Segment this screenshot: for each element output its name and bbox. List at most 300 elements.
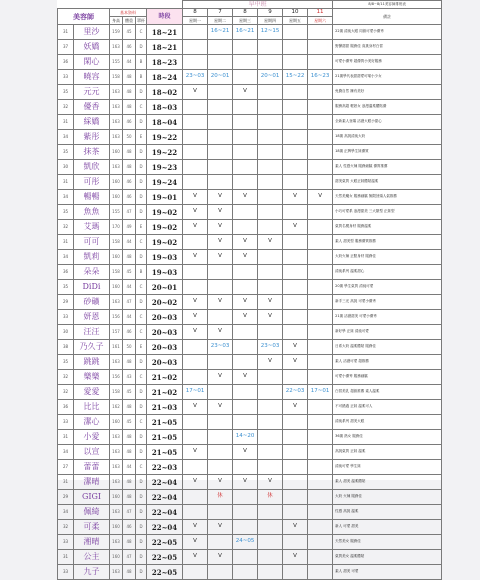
day-cell [308,400,333,415]
day-cell: V [183,325,208,340]
cup-cell: B [136,265,147,280]
time-slot: 19~23 [147,160,183,175]
day-cell [258,175,283,190]
cup-cell: D [136,205,147,220]
day-cell: V [233,250,258,265]
table-row [58,430,442,445]
day-cell: V [208,220,233,235]
table-row [58,535,442,550]
weight-cell: 47 [123,205,136,220]
day-cell [258,130,283,145]
cup-cell: D [136,430,147,445]
weekday-header: 星期三 [233,17,258,25]
stylist-name: 朵朵 [74,265,110,280]
row-number: 34 [58,505,74,520]
height-cell: 162 [110,400,123,415]
day-cell [183,55,208,70]
weight-cell: 48 [123,100,136,115]
note-cell: 18歲 高挑清純大奶 [333,130,442,145]
height-cell: 158 [110,385,123,400]
table-row [58,370,442,385]
day-cell [208,535,233,550]
time-slot: 22~05 [147,565,183,580]
stylist-name: 抹茶 [74,145,110,160]
day-cell [258,145,283,160]
day-cell [308,85,333,100]
table-row [58,310,442,325]
weight-cell: 48 [123,490,136,505]
table-row [58,340,442,355]
weight-cell: 48 [123,160,136,175]
day-cell [233,460,258,475]
height-cell: 160 [110,550,123,565]
time-slot: 21~02 [147,370,183,385]
day-cell [283,460,308,475]
stylist-name: 可彤 [74,175,110,190]
table-row [58,415,442,430]
day-cell: 休 [208,490,233,505]
height-cell: 156 [110,310,123,325]
note-header: 備註 [333,9,442,25]
note-cell: 性感 高挑 溫柔 [333,505,442,520]
weight-cell: 45 [123,25,136,40]
day-cell: V [283,190,308,205]
day-cell [208,385,233,400]
weight-cell: 46 [123,175,136,190]
day-cell [233,130,258,145]
note-cell: 新好學 正妹 清純可愛 [333,325,442,340]
day-cell [233,220,258,235]
day-cell [208,355,233,370]
day-cell [258,250,283,265]
day-cell [283,295,308,310]
height-cell: 160 [110,250,123,265]
note-cell: 不可錯過 正妹 溫柔可人 [333,400,442,415]
row-number: 38 [58,340,74,355]
day-cell: V [233,475,258,490]
day-cell [183,565,208,580]
time-slot: 19~02 [147,235,183,250]
height-cell: 155 [110,205,123,220]
stylist-name: 凱欣 [74,160,110,175]
day-cell: 23~03 [183,70,208,85]
day-cell [233,325,258,340]
cup-cell: D [136,355,147,370]
day-cell [308,370,333,385]
day-cell: V [183,250,208,265]
cup-cell: E [136,220,147,235]
day-cell [233,340,258,355]
table-row [58,70,442,85]
stylist-name: 暢暢 [74,190,110,205]
date-header: 10 [283,9,308,17]
stylist-name: 樂樂 [74,370,110,385]
note-cell: 高挑氣質 正妹 溫柔 [333,445,442,460]
note-cell: 可愛小優秀 服務細膩 [333,370,442,385]
stylist-name: 比比 [74,400,110,415]
day-cell [308,55,333,70]
day-cell [283,445,308,460]
weight-cell: 45 [123,415,136,430]
time-slot: 21~02 [147,385,183,400]
day-cell [308,130,333,145]
row-number: 33 [58,415,74,430]
day-cell [233,40,258,55]
day-cell: V [208,550,233,565]
day-cell [233,280,258,295]
day-cell [258,85,283,100]
cup-cell: D [136,400,147,415]
weight-cell: 48 [123,355,136,370]
day-cell [183,340,208,355]
row-number: 33 [58,535,74,550]
day-cell: V [183,520,208,535]
day-cell [258,220,283,235]
height-cell: 155 [110,55,123,70]
note-cell: 白皙美乳 超級推薦 素人溫柔 [333,385,442,400]
stylist-name: 潔晴 [74,475,110,490]
time-slot: 20~02 [147,295,183,310]
basic-info-header: 基本資料 [110,9,147,17]
day-cell [208,265,233,280]
note-cell: 可愛小優秀 超優質小美好服務 [333,55,442,70]
note-cell: 全新素人登場 活潑大眼小甜心 [333,115,442,130]
day-cell [258,115,283,130]
table-row [58,85,442,100]
day-cell: V [183,295,208,310]
day-cell [258,160,283,175]
note-cell: 21歲 活潑甜美 可愛小優秀 [333,310,442,325]
stylist-name: DiDi [74,280,110,295]
day-cell: V [208,325,233,340]
note-cell: 服務高超 輕熟女 浪漫溫柔體貼優 [333,100,442,115]
row-number: 31 [58,175,74,190]
day-cell [308,100,333,115]
row-number: 32 [58,100,74,115]
cup-cell: D [136,385,147,400]
time-slot: 21~05 [147,430,183,445]
day-cell [208,100,233,115]
table-row [58,205,442,220]
stylist-name: 紫彤 [74,130,110,145]
day-cell [283,115,308,130]
day-cell: V [308,190,333,205]
time-slot: 18~24 [147,70,183,85]
table-row [58,55,442,70]
day-cell [208,145,233,160]
day-cell [283,55,308,70]
cup-cell: D [136,520,147,535]
day-cell [233,385,258,400]
day-cell [233,520,258,535]
day-cell: 20~01 [258,70,283,85]
height-cell: 163 [110,475,123,490]
weight-cell: 46 [123,325,136,340]
day-cell [308,340,333,355]
day-cell [233,115,258,130]
day-cell: V [258,310,283,325]
cup-cell: D [136,40,147,55]
table-row [58,100,442,115]
cup-cell: D [136,175,147,190]
day-cell: V [183,190,208,205]
note-cell: 甜美氣質 大眼正妹體貼溫柔 [333,175,442,190]
day-cell [233,205,258,220]
stylist-name: 可可 [74,235,110,250]
day-cell [258,520,283,535]
day-cell [183,280,208,295]
day-cell [183,370,208,385]
weight-cell: 45 [123,265,136,280]
day-cell [233,145,258,160]
day-cell [258,550,283,565]
day-cell [233,490,258,505]
day-cell [283,325,308,340]
row-number: 33 [58,565,74,580]
row-number: 34 [58,445,74,460]
cup-cell: E [136,130,147,145]
time-slot: 22~04 [147,520,183,535]
day-cell [308,220,333,235]
weight-cell: 44 [123,280,136,295]
weight-cell: 48 [123,430,136,445]
day-cell [308,250,333,265]
row-number: 33 [58,70,74,85]
day-cell [183,265,208,280]
day-cell: V [208,295,233,310]
weekday-header: 星期二 [208,17,233,25]
day-cell [208,415,233,430]
height-cell: 163 [110,160,123,175]
day-cell: V [208,475,233,490]
day-cell [308,355,333,370]
day-cell [258,100,283,115]
day-cell [283,370,308,385]
day-cell [208,460,233,475]
day-cell [183,430,208,445]
height-cell: 161 [110,340,123,355]
note-cell: 天然美女 服務佳 [333,535,442,550]
schedule-table [57,0,442,580]
height-cell: 163 [110,430,123,445]
day-cell [258,505,283,520]
cup-cell: B [136,55,147,70]
day-cell [283,85,308,100]
day-cell: V [183,550,208,565]
time-slot: 21~05 [147,445,183,460]
day-cell: V [183,205,208,220]
day-cell [308,205,333,220]
row-number: 36 [58,400,74,415]
weight-cell: 46 [123,115,136,130]
height-cell: 160 [110,190,123,205]
date-header: 9 [258,9,283,17]
day-cell [308,520,333,535]
stylist-name: 元元 [74,85,110,100]
height-cell: 160 [110,175,123,190]
cup-cell: D [136,190,147,205]
height-cell: 159 [110,25,123,40]
day-cell: V [183,220,208,235]
cup-cell: C [136,100,147,115]
cup-cell: D [136,505,147,520]
weekday-header: 星期一 [183,17,208,25]
day-cell: V [233,370,258,385]
height-cell: 163 [110,295,123,310]
time-slot: 20~01 [147,280,183,295]
height-cell: 160 [110,520,123,535]
height-cell: 163 [110,355,123,370]
day-cell: V [233,295,258,310]
day-cell [258,40,283,55]
day-cell [233,70,258,85]
day-cell: 16~21 [233,25,258,40]
time-slot: 19~02 [147,220,183,235]
height-cell: 158 [110,265,123,280]
weight-cell: 46 [123,190,136,205]
height-cell: 163 [110,505,123,520]
day-cell [283,205,308,220]
day-cell: V [283,355,308,370]
row-number: 30 [58,325,74,340]
day-cell [283,265,308,280]
day-cell: V [183,445,208,460]
stylist-name: 以宣 [74,445,110,460]
day-cell [208,445,233,460]
weight-cell: 44 [123,235,136,250]
note-cell: 小巧可愛系 浪漫甜美 三大類型 正妹型 [333,205,442,220]
day-cell: V [258,235,283,250]
weight-cell: 44 [123,460,136,475]
day-cell [258,265,283,280]
day-cell: V [283,220,308,235]
time-slot: 19~03 [147,265,183,280]
time-header: 時段 [147,9,183,25]
day-cell [283,415,308,430]
day-cell: V [183,535,208,550]
day-cell: 休 [258,490,283,505]
day-cell [183,415,208,430]
time-slot: 21~05 [147,415,183,430]
day-cell [283,160,308,175]
day-cell [183,115,208,130]
day-cell: V [183,310,208,325]
day-cell [308,310,333,325]
day-cell: V [233,85,258,100]
weekday-header: 星期五 [283,17,308,25]
day-cell [308,40,333,55]
cup-cell: C [136,310,147,325]
time-slot: 18~23 [147,55,183,70]
cup-cell: D [136,115,147,130]
day-cell [283,505,308,520]
table-row [58,160,442,175]
row-number: 36 [58,55,74,70]
height-cell: 163 [110,100,123,115]
day-cell: V [208,400,233,415]
cup-cell: D [136,565,147,580]
note-cell: 素人 甜美 溫柔體貼 [333,475,442,490]
day-cell: 16~21 [208,25,233,40]
height-cell: 163 [110,445,123,460]
day-cell [208,505,233,520]
stylist-name: 愛愛 [74,385,110,400]
day-cell [208,565,233,580]
day-cell: V [183,400,208,415]
cup-cell: C [136,280,147,295]
table-row [58,130,442,145]
table-row [58,145,442,160]
row-number: 34 [58,130,74,145]
day-cell [283,175,308,190]
stylist-name: 妍恩 [74,310,110,325]
day-cell: V [283,520,308,535]
time-slot: 18~21 [147,40,183,55]
day-cell [283,565,308,580]
day-cell: 23~03 [258,340,283,355]
day-cell [283,475,308,490]
row-number: 34 [58,190,74,205]
day-cell [308,550,333,565]
note-cell: 20歲 學生氣質 清純可愛 [333,280,442,295]
date-header: 11 [308,9,333,17]
time-slot: 22~04 [147,490,183,505]
day-cell [258,55,283,70]
day-cell [283,235,308,250]
table-row [58,235,442,250]
row-number: 32 [58,370,74,385]
day-cell: V [258,295,283,310]
cup-cell: D [136,250,147,265]
day-cell [208,115,233,130]
day-cell [183,460,208,475]
day-cell [308,325,333,340]
title: 美容師 [58,9,110,25]
row-number: 31 [58,235,74,250]
day-cell [308,490,333,505]
row-number: 29 [58,490,74,505]
day-cell [308,115,333,130]
weight-cell: 50 [123,340,136,355]
row-number: 32 [58,220,74,235]
day-cell: 17~01 [308,385,333,400]
day-cell [258,445,283,460]
day-cell [208,310,233,325]
cup-cell: D [136,145,147,160]
day-cell: 20~01 [208,70,233,85]
row-number: 31 [58,115,74,130]
date-header: 8 [233,9,258,17]
schedule-sheet [57,0,441,577]
cup-cell: B [136,70,147,85]
height-cell: 158 [110,70,123,85]
note-cell: 新手三光 高挑 可愛小優秀 [333,295,442,310]
stylist-name: GIGI [74,490,110,505]
table-row [58,280,442,295]
stylist-name: 可柔 [74,520,110,535]
row-number: 31 [58,25,74,40]
note-cell: 免費自然 擁有美好 [333,85,442,100]
stylist-name: 九子 [74,565,110,580]
day-cell [208,85,233,100]
shift-label: 早中班 [183,1,333,9]
day-cell: V [208,250,233,265]
table-row [58,565,442,580]
note-cell: 素人 性感火辣 服務細膩 優質推薦 [333,160,442,175]
weight-cell: 43 [123,370,136,385]
row-number: 35 [58,355,74,370]
table-row [58,295,442,310]
